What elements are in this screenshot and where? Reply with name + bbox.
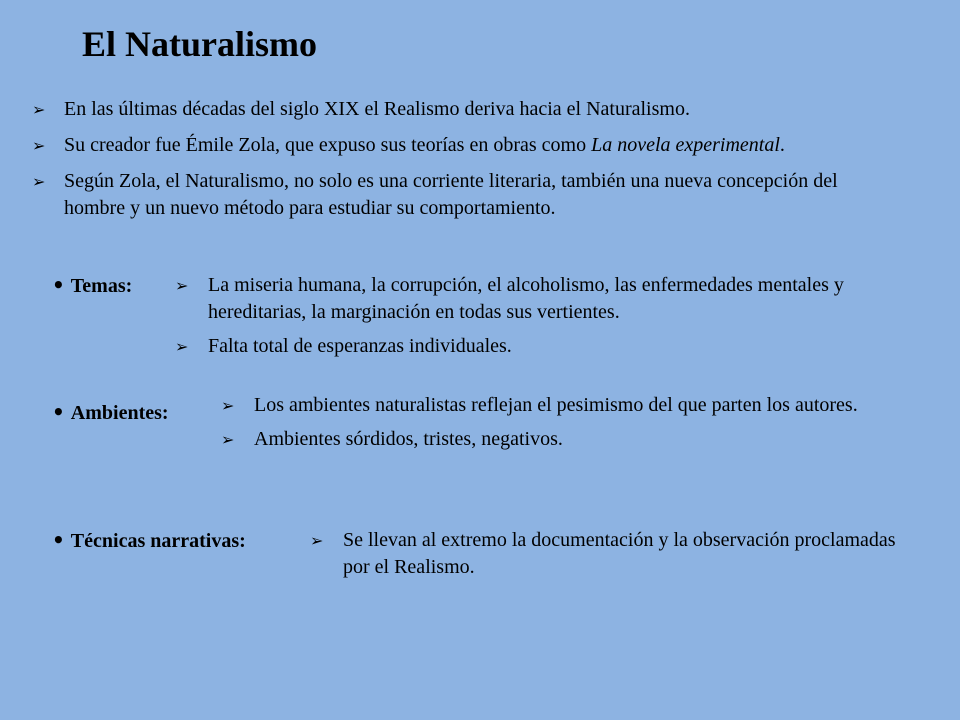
- list-item: ➢ Los ambientes naturalistas reflejan el pesimismo del que parten los autores.: [221, 392, 881, 419]
- arrow-bullet-icon: ➢: [221, 430, 235, 449]
- list-item: ➢ La miseria humana, la corrupción, el alcoholismo, las enfermedades mentales y hereditarias, la marginación en todas sus vertientes.: [175, 274, 844, 323]
- arrow-bullet-icon: ➢: [32, 100, 46, 119]
- temas-label: • Temas:: [52, 273, 133, 297]
- round-bullet-icon: •: [52, 273, 65, 297]
- round-bullet-icon: •: [52, 528, 65, 552]
- work-title: La novela experimental: [591, 134, 780, 156]
- tecnicas-label: • Técnicas narrativas:: [52, 528, 246, 552]
- round-bullet-icon: •: [52, 400, 65, 424]
- temas-list: [175, 272, 875, 367]
- ambientes-label: • Ambientes:: [52, 400, 169, 424]
- ambientes-list: [221, 392, 881, 460]
- intro-item-concepcion: ➢ Según Zola, el Naturalismo, no solo es una corriente literaria, también una nueva concepción del hombre y un nuevo método para estudiar su comportamiento.: [32, 170, 838, 219]
- list-item: ➢ Se llevan al extremo la documentación y la observación proclamadas por el Realismo.: [310, 529, 896, 578]
- intro-list: [32, 96, 872, 231]
- tecnicas-list: [310, 527, 900, 588]
- list-item: ➢ Ambientes sórdidos, tristes, negativos.: [221, 426, 881, 453]
- slide-title: El Naturalismo: [82, 24, 318, 64]
- arrow-bullet-icon: ➢: [175, 337, 189, 356]
- arrow-bullet-icon: ➢: [310, 531, 324, 550]
- century-numeral: XIX: [323, 98, 360, 120]
- arrow-bullet-icon: ➢: [175, 276, 189, 295]
- arrow-bullet-icon: ➢: [221, 396, 235, 415]
- list-item: ➢ Falta total de esperanzas individuales.: [175, 333, 875, 360]
- arrow-bullet-icon: ➢: [32, 136, 46, 155]
- intro-item-siglo: ➢ En las últimas décadas del siglo XIX el Realismo deriva hacia el Naturalismo.: [32, 96, 872, 123]
- arrow-bullet-icon: ➢: [32, 172, 46, 191]
- intro-item-zola: ➢ Su creador fue Émile Zola, que expuso sus teorías en obras como La novela experimental.: [32, 132, 872, 159]
